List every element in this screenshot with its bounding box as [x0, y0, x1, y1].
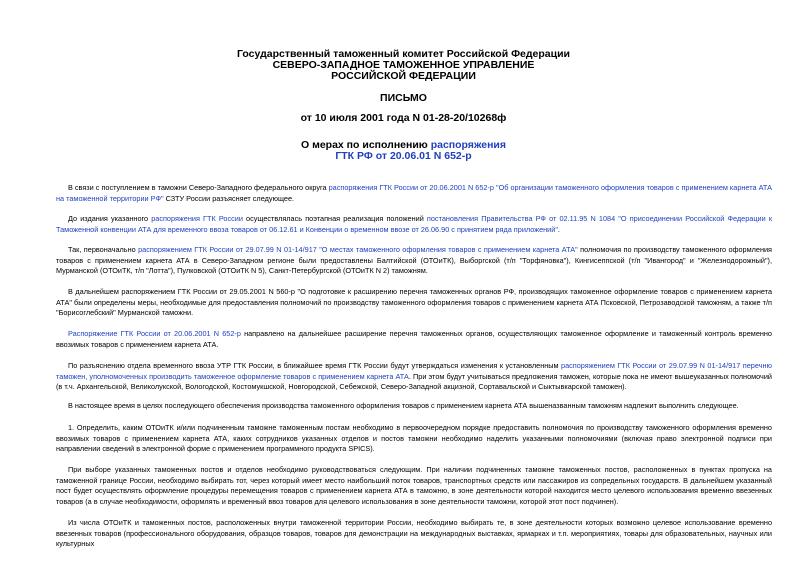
- paragraph-3: [56, 245, 772, 277]
- document-date-number: от 10 июля 2001 года N 01-28-20/10268ф: [300, 112, 507, 124]
- p5-text: направлено на дальнейшее расширение перечня таможенных органов, осуществляющих таможенное оформление и таможенный контроль временно ввозимых товаров с применением карнета АТА.: [56, 329, 772, 349]
- subject-link-order-number[interactable]: ГТК РФ от 20.06.01 N 652-р: [335, 150, 472, 162]
- p3-text: Так, первоначально: [68, 245, 139, 254]
- p2-resolution-link[interactable]: постановления Правительства РФ от 02.11.95 N 1084 "О присоединении Российской Федерации к Таможенной конвенции АТА для временного ввоза товаров от 06.12.61 и Конвенции о временном ввозе от 26.06.90 с принятием ряда приложений": [56, 214, 773, 234]
- p4-text: В дальнейшем распоряжением ГТК России от 29.05.2001 N 560-р "О подготовке к расширению перечня таможенных органов РФ, производящих таможенное оформление товаров с применением карнета АТА" были определены меры, необходимые для предоставления полномочий по производству таможенного оформления товаров с применением карнета АТА Псковской, Петрозаводской таможням, а также т/п "Борисоглебский" Мурманской таможни.: [56, 287, 772, 318]
- paragraph-7: [56, 401, 772, 412]
- p7-text: В настоящее время в целях последующего обеспечения производства таможенного оформления товаров с применением карнета АТА вышеназванным таможням надлежит выполнить следующее.: [68, 401, 739, 410]
- paragraph-8: [56, 423, 772, 455]
- p3-order-link[interactable]: распоряжением ГТК России от 29.07.99 N 01-14/917 "О местах таможенного оформления товаров с применением карнета АТА": [138, 245, 578, 254]
- p2-text-end: .: [557, 224, 560, 234]
- p1-text-end: СЗТУ России разъясняет следующее.: [163, 193, 295, 203]
- document-type: ПИСЬМО: [380, 92, 427, 104]
- issuer-line-3: РОССИЙСКОЙ ФЕДЕРАЦИИ: [331, 70, 476, 82]
- p9-text: При выборе указанных таможенных постов и отделов необходимо руководствоваться следующим. При наличии подчиненных таможне таможенных постов, расположенных в пунктах пропуска на таможенной границе России, необходимо выбирать тот, через который имеет место наибольший поток товаров, транспортных средств или пассажиров из сопредельных государств. В дальнейшем указанный пост будет осуществлять оформление процедуры перемещения товаров с применением карнета АТА в таможню, в зоне деятельности которой находится место целевого использования временно ввезенных товаров (а в случае необходимости, оформлять и временный ввоз товаров для целевого использования в зоне деятельности таможни, которой этот пост подчинен).: [56, 465, 772, 506]
- paragraph-5: [56, 329, 772, 350]
- paragraph-9: [56, 465, 772, 507]
- paragraph-2: [56, 214, 772, 235]
- paragraph-4: [56, 287, 772, 319]
- p6-order-link[interactable]: распоряжением ГТК России от 29.07.99 N 01-14/917 перечню таможен, уполномоченных производить таможенное оформление товаров с применением карнета АТА: [56, 361, 772, 381]
- p2-order-link[interactable]: распоряжения ГТК России: [151, 214, 243, 223]
- p1-order-link[interactable]: распоряжения ГТК России от 20.06.2001 N 652-р "Об организации таможенного оформления товаров с применением карнета АТА на таможенной территории РФ": [56, 183, 772, 203]
- p10-text: Из числа ОТОиТК и таможенных постов, расположенных внутри таможенной территории России, необходимо выбирать те, в зоне деятельности которых возможно целевое использование временно ввезенных товаров (профессионального оборудования, образцов товаров, товаров для демонстрации на международных выставках, ярмарках и т.п. мероприятиях, товары для образовательных, научных или культурных: [56, 518, 772, 549]
- subject-link-order[interactable]: распоряжения: [430, 139, 507, 151]
- p3-text-end: полномочия по производству таможенного оформления товаров с применением карнета АТА в Северо-Западном регионе были предоставлены Балтийской (ОТОиТК), Выборгской (т/п "Торфяновка"), Кингисеппской (т/п "Ивангород" и "Железнодорожный"), Мурманской (ОТОиТК, т/п "Лотта"), Пулковской (ОТОиТК N 5), Санкт-Петербургской (ОТОиТК N 2) таможням.: [56, 245, 773, 276]
- issuer-line-1: Государственный таможенный комитет Российской Федерации: [236, 48, 571, 60]
- p1-text: В связи с поступлением в таможни Северо-Западного федерального округа: [68, 183, 329, 192]
- p2-text-mid: осуществлялась поэтапная реализация положений: [242, 214, 427, 223]
- paragraph-10: [56, 518, 772, 550]
- p5-order-link[interactable]: Распоряжение ГТК России от 20.06.2001 N 652-р: [68, 329, 241, 338]
- p6-text-end: . При этом будут учитываться предложения таможен, которые пока не имеют вышеуказанных полномочий (в т.ч. Архангельской, Великолукской, Вологодской, Костомукшской, Новгородской, Себежской, Северо-Западной акцизной, Сортавальской и Сыктывкарской таможен).: [56, 371, 772, 392]
- p2-text: До издания указанного: [68, 214, 152, 223]
- subject-prefix: О мерах по исполнению: [300, 139, 431, 151]
- paragraph-6: [56, 361, 772, 393]
- paragraph-1: [56, 183, 772, 204]
- p8-text: 1. Определить, каким ОТОиТК и/или подчиненным таможне таможенным постам необходимо в первоочередном порядке предоставить полномочия по производству таможенного оформления временно ввозимых товаров с применением карнета АТА, каких сотрудников указанных отделов и постов таможни необходимо наделить указанными полномочиями (включая право электронной подписи при направлении сведений в электронной форме с применением программного продукта SPICS).: [56, 423, 772, 454]
- issuer-line-2: СЕВЕРО-ЗАПАДНОЕ ТАМОЖЕННОЕ УПРАВЛЕНИЕ: [272, 59, 535, 71]
- p6-text: По разъяснению отдела временного ввоза УТР ГТК России, в ближайшее время ГТК России будут утверждаться изменения к установленным: [68, 361, 562, 370]
